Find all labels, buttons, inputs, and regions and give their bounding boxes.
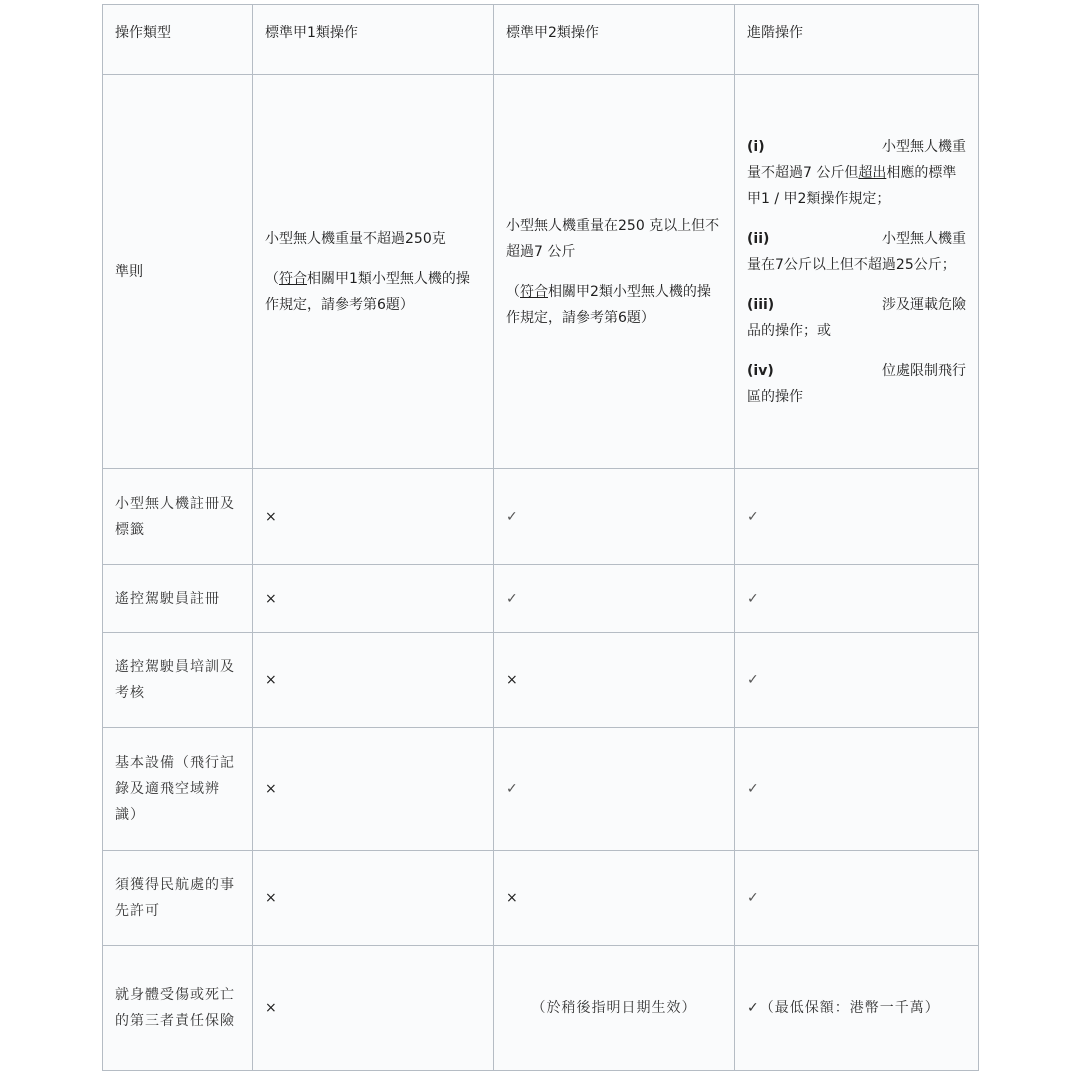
class1-mark: × xyxy=(253,728,494,851)
table-row xyxy=(103,851,979,946)
advanced-mark: ✓ xyxy=(735,469,979,565)
criteria-class1-weight: 小型無人機重量不超過250克 xyxy=(265,230,446,247)
table-row xyxy=(103,565,979,633)
criteria-advanced-item-ii: (ii) 小型無人機重 量在7公斤以上但不超過25公斤； xyxy=(747,230,966,273)
criteria-class2-note: （符合相關甲2類小型無人機的操作規定，請參考第6題） xyxy=(506,283,711,326)
advanced-insurance-note: ✓（最低保額：港幣一千萬） xyxy=(735,946,979,1071)
header-standard-class1: 標準甲1類操作 xyxy=(253,5,494,75)
advanced-mark: ✓ xyxy=(735,851,979,946)
class1-mark: × xyxy=(253,565,494,633)
criteria-class2-cell xyxy=(494,75,735,469)
class2-mark: ✓ xyxy=(494,469,735,565)
header-operation-type: 操作類型 xyxy=(103,5,253,75)
class1-mark: × xyxy=(253,469,494,565)
criteria-row xyxy=(103,75,979,469)
class2-insurance-note: （於稍後指明日期生效） xyxy=(494,946,735,1071)
row-label: 遙控駕駛員註冊 xyxy=(103,565,253,633)
criteria-advanced-item-iii: (iii) 涉及運載危險 品的操作；或 xyxy=(747,296,966,339)
header-advanced: 進階操作 xyxy=(735,5,979,75)
row-label: 就身體受傷或死亡的第三者責任保險 xyxy=(103,946,253,1071)
class2-mark: ✓ xyxy=(494,565,735,633)
operations-comparison-table xyxy=(102,4,979,1071)
table-row xyxy=(103,633,979,728)
criteria-advanced-cell xyxy=(735,75,979,469)
criteria-class2-weight: 小型無人機重量在250 克以上但不超過7 公斤 xyxy=(506,217,720,260)
table-row xyxy=(103,469,979,565)
header-standard-class2: 標準甲2類操作 xyxy=(494,5,735,75)
row-label: 基本設備（飛行記錄及適飛空域辨識） xyxy=(103,728,253,851)
criteria-class1-note: （符合相關甲1類小型無人機的操作規定，請參考第6題） xyxy=(265,270,470,313)
row-label: 遙控駕駛員培訓及考核 xyxy=(103,633,253,728)
criteria-advanced-item-iv: (iv) 位處限制飛行 區的操作 xyxy=(747,362,966,405)
criteria-class1-cell xyxy=(253,75,494,469)
class1-mark: × xyxy=(253,946,494,1071)
class2-mark: × xyxy=(494,633,735,728)
criteria-advanced-item-i: (i) 小型無人機重 量不超過7 公斤但超出相應的標準甲1 / 甲2類操作規定； xyxy=(747,138,966,207)
advanced-mark: ✓ xyxy=(735,728,979,851)
criteria-label: 準則 xyxy=(103,75,253,469)
row-label: 須獲得民航處的事先許可 xyxy=(103,851,253,946)
operations-table-container xyxy=(102,4,978,1076)
table-row xyxy=(103,946,979,1071)
advanced-mark: ✓ xyxy=(735,565,979,633)
class2-mark: ✓ xyxy=(494,728,735,851)
class1-mark: × xyxy=(253,633,494,728)
class2-mark: × xyxy=(494,851,735,946)
advanced-mark: ✓ xyxy=(735,633,979,728)
class1-mark: × xyxy=(253,851,494,946)
table-row xyxy=(103,728,979,851)
table-header-row xyxy=(103,5,979,75)
row-label: 小型無人機註冊及標籤 xyxy=(103,469,253,565)
